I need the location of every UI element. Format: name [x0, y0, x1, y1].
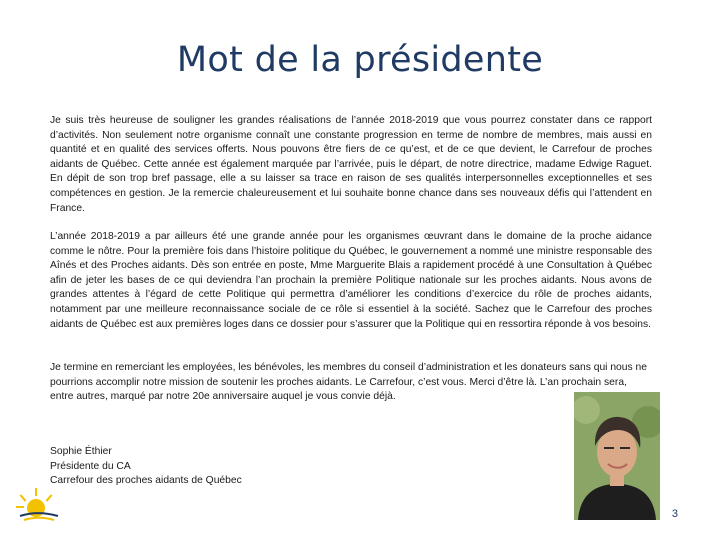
signature-name: Sophie Éthier [50, 446, 112, 457]
page-number: 3 [671, 508, 678, 520]
page-title: Mot de la présidente [176, 40, 544, 80]
carrefour-logo [14, 482, 94, 528]
paragraph-intro: Je suis très heureuse de souligner les grandes réalisations de l’année 2018-2019 que vous pourrez constater dans ce rapport d’activités. Non seulement notre organisme connaît une constante progression en terme de nombre de membres, mais aussi en quantité et en qualité des services offerts. Nous pouvons être fiers de ce qu’est, et de ce que devient, le Carrefour de proches aidants de Québec. Cette année est également marquée par l’arrivée, puis le départ, de notre directrice, madame Edwige Raguet. En dépit de son trop bref passage, elle a su laisser sa trace en raison de ses qualités interpersonnelles exceptionnelles et ses compétences en gestion. Je la remercie chaleureusement et lui souhaite bonne chance dans ses nouveaux défis qui l’attendent en France. [50, 115, 652, 214]
paragraph-thanks: Je termine en remerciant les employées, les bénévoles, les membres du conseil d’administration et les donateurs sans qui nous ne pourrions accomplir notre mission de soutenir les proches aidants. Le Carrefour, c’est vous. Merci d’être là. L’an prochain sera, entre autres, marqué par notre 20e anniversaire auquel je vous convie déjà. [50, 362, 647, 403]
signature-organization: Carrefour des proches aidants de Québec [50, 475, 242, 487]
portrait-illustration [574, 392, 660, 520]
president-photo [574, 392, 660, 520]
signature-role: Présidente du CA [50, 460, 131, 472]
paragraph-policy: L’année 2018-2019 a par ailleurs été une grande année pour les organismes œuvrant dans le domaine de la proche aidance comme le nôtre. Pour la première fois dans l’histoire politique du Québec, le gouvernement a nommé une ministre responsable des Aînés et des Proches aidants. Dès son entrée en poste, Mme Marguerite Blais a rapidement procédé à une Consultation à Québec afin de jeter les bases de ce qui deviendra l’an prochain la première Politique nationale sur les proches aidants. Nous avons de grandes attentes à l’égard de cette Politique qui permettra d’améliorer les conditions d’exercice du rôle de proches aidants, notamment par une meilleure reconnaissance sociale de ce rôle si essentiel à la société. Sachez que le Carrefour des proches aidants de Québec est aux premières loges dans ce dossier pour s’assurer que la Politique qui en ressortira réponde à vos besoins. [50, 231, 652, 330]
